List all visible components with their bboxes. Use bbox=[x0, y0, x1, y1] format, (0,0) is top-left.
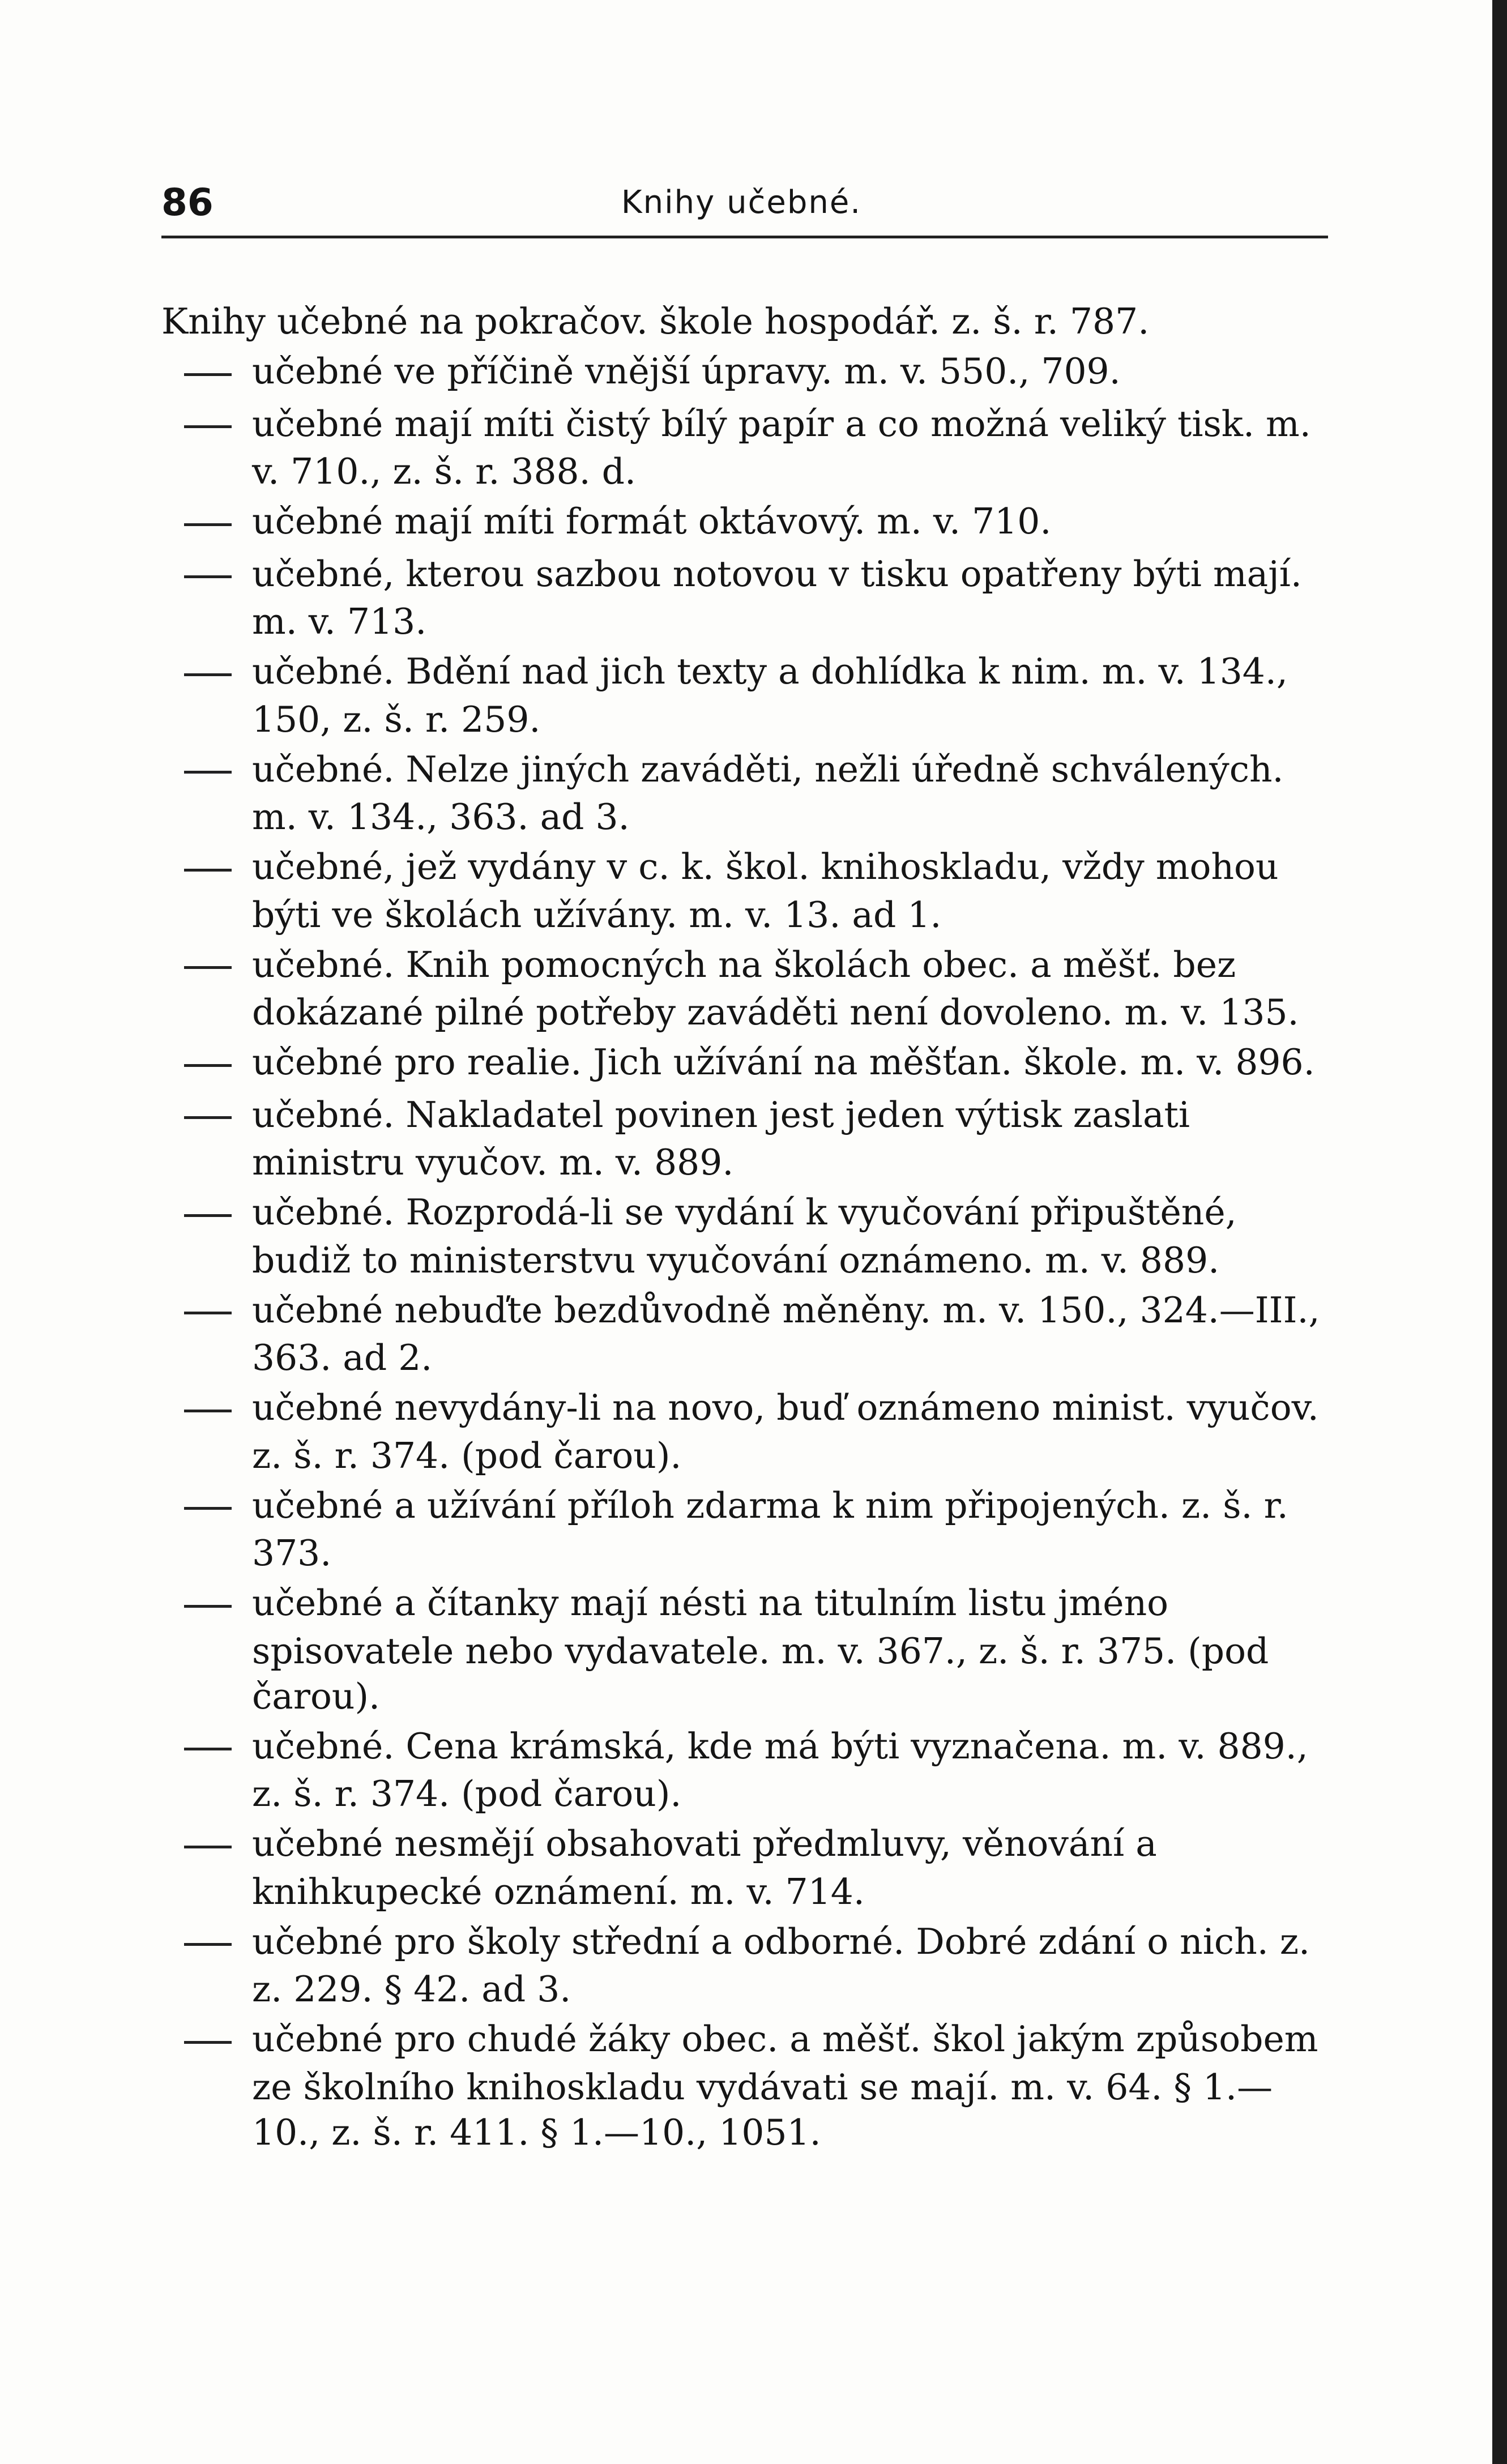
running-title: Knihy učebné. bbox=[621, 184, 862, 221]
dash-mark bbox=[161, 1290, 246, 1335]
entry-text: učebné ve příčině vnější úpravy. m. v. 550., 709. bbox=[252, 351, 1121, 392]
index-entry bbox=[161, 2017, 1339, 2155]
index-entry bbox=[161, 299, 1339, 344]
dash-mark bbox=[161, 749, 246, 795]
entry-text: učebné nevydány-li na novo, buď oznámeno minist. vyučov. z. š. r. 374. (pod čarou). bbox=[252, 1387, 1319, 1476]
dash-mark bbox=[161, 502, 246, 547]
entry-text: učebné. Cena krámská, kde má býti vyznačena. m. v. 889., z. š. r. 374. (pod čarou). bbox=[252, 1725, 1308, 1814]
entry-text: učebné a čítanky mají nésti na titulním listu jméno spisovatele nebo vydavatele. m. v. 367., z. š. r. 375. (pod čarou). bbox=[252, 1582, 1269, 1717]
dash-mark bbox=[161, 1193, 246, 1238]
index-entry bbox=[161, 1288, 1339, 1381]
dash-mark bbox=[161, 1485, 246, 1531]
entry-text: učebné, jež vydány v c. k. škol. knihoskladu, vždy mohou býti ve školách užívány. m. v. 13. ad 1. bbox=[252, 846, 1279, 936]
entry-text: učebné pro chudé žáky obec. a měšť. škol jakým způsobem ze školního knihoskladu vydávati se mají. m. v. 64. § 1.—10., z. š. r. 411. § 1.—10., 1051. bbox=[252, 2018, 1318, 2153]
page-number: 86 bbox=[161, 181, 214, 224]
index-entry bbox=[161, 1581, 1339, 1719]
dash-mark bbox=[161, 1043, 246, 1088]
entry-text: učebné mají míti formát oktávový. m. v. 710. bbox=[252, 501, 1052, 542]
dash-mark bbox=[161, 652, 246, 697]
index-entry bbox=[161, 1190, 1339, 1283]
dash-mark bbox=[161, 1583, 246, 1629]
index-entries bbox=[161, 299, 1339, 2155]
header-rule bbox=[161, 236, 1328, 238]
dash-mark bbox=[161, 2019, 246, 2065]
page-edge bbox=[1492, 0, 1507, 2464]
entry-text: učebné. Rozprodá-li se vydání k vyučování připuštěné, budiž to ministerstvu vyučování oznámeno. m. v. 889. bbox=[252, 1192, 1237, 1281]
index-entry bbox=[161, 844, 1339, 938]
entry-text: učebné. Knih pomocných na školách obec. a měšť. bez dokázané pilné potřeby zaváděti není dovoleno. m. v. 135. bbox=[252, 943, 1299, 1033]
entry-text: učebné pro školy střední a odborné. Dobré zdání o nich. z. z. 229. § 42. ad 3. bbox=[252, 1920, 1310, 2010]
index-entry bbox=[161, 1724, 1339, 1817]
entry-text: učebné a užívání příloh zdarma k nim připojených. z. š. r. 373. bbox=[252, 1484, 1288, 1574]
dash-mark bbox=[161, 847, 246, 892]
index-entry bbox=[161, 402, 1339, 495]
entry-text: učebné. Nakladatel povinen jest jeden výtisk zaslati ministru vyučov. m. v. 889. bbox=[252, 1094, 1190, 1183]
dash-mark bbox=[161, 554, 246, 599]
index-entry bbox=[161, 499, 1339, 547]
dash-mark bbox=[161, 1824, 246, 1869]
entry-text: učebné pro realie. Jich užívání na měšťan. škole. m. v. 896. bbox=[252, 1041, 1315, 1083]
dash-mark bbox=[161, 945, 246, 990]
entry-text: Knihy učebné na pokračov. škole hospodář. z. š. r. 787. bbox=[161, 301, 1150, 342]
dash-mark bbox=[161, 1726, 246, 1771]
index-entry bbox=[161, 649, 1339, 742]
index-entry bbox=[161, 1385, 1339, 1479]
index-entry bbox=[161, 1092, 1339, 1186]
index-entry bbox=[161, 1040, 1339, 1088]
dash-mark bbox=[161, 404, 246, 449]
entry-text: učebné. Nelze jiných zaváděti, nežli úředně schválených. m. v. 134., 363. ad 3. bbox=[252, 748, 1284, 838]
dash-mark bbox=[161, 1388, 246, 1433]
index-entry bbox=[161, 349, 1339, 397]
dash-mark bbox=[161, 1921, 246, 1967]
entry-text: učebné. Bdění nad jich texty a dohlídka k nim. m. v. 134., 150, z. š. r. 259. bbox=[252, 651, 1288, 740]
index-entry bbox=[161, 1821, 1339, 1915]
dash-mark bbox=[161, 352, 246, 397]
entry-text: učebné, kterou sazbou notovou v tisku opatřeny býti mají. m. v. 713. bbox=[252, 553, 1302, 642]
index-entry bbox=[161, 942, 1339, 1036]
entry-text: učebné nesmějí obsahovati předmluvy, věnování a knihkupecké oznámení. m. v. 714. bbox=[252, 1823, 1157, 1912]
index-entry bbox=[161, 552, 1339, 645]
index-entry bbox=[161, 1483, 1339, 1577]
entry-text: učebné mají míti čistý bílý papír a co možná veliký tisk. m. v. 710., z. š. r. 388. d. bbox=[252, 403, 1311, 492]
index-entry bbox=[161, 747, 1339, 840]
page-header bbox=[161, 176, 1321, 227]
entry-text: učebné nebuďte bezdůvodně měněny. m. v. 150., 324.—III., 363. ad 2. bbox=[252, 1289, 1320, 1378]
dash-mark bbox=[161, 1095, 246, 1140]
index-entry bbox=[161, 1919, 1339, 2013]
